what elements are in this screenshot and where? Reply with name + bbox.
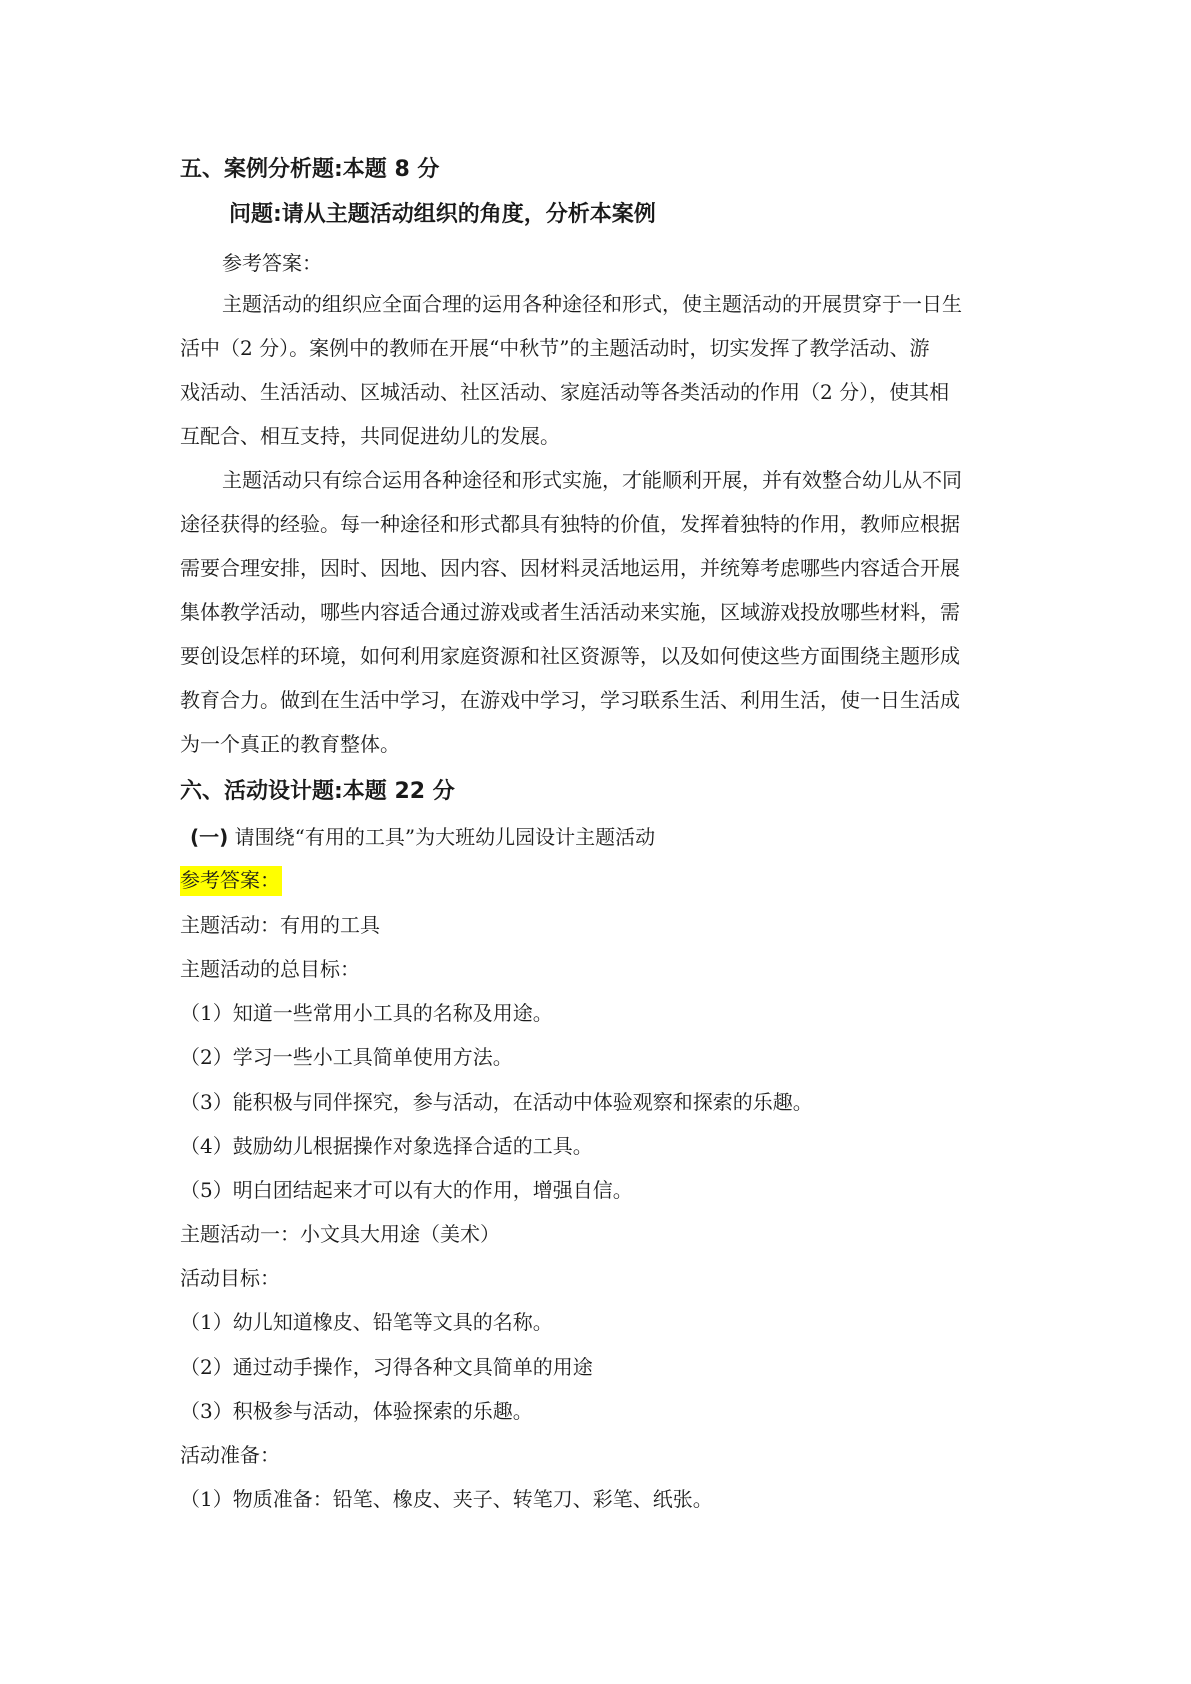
paragraph-line: 教育合力。做到在生活中学习，在游戏中学习，学习联系生活、利用生活，使一日生活成 bbox=[180, 688, 960, 712]
answer-line: （4）鼓励幼儿根据操作对象选择合适的工具。 bbox=[180, 1134, 593, 1158]
answer-line: （1）幼儿知道橡皮、铅笔等文具的名称。 bbox=[180, 1310, 553, 1334]
answer-line: 活动目标： bbox=[180, 1266, 280, 1290]
answer-line: 主题活动：有用的工具 bbox=[180, 913, 380, 937]
section-6-answer-label: 参考答案： bbox=[180, 866, 282, 896]
paragraph-line: 活中（2 分）。案例中的教师在开展“中秋节”的主题活动时，切实发挥了教学活动、游 bbox=[180, 336, 930, 360]
paragraph-line: 主题活动的组织应全面合理的运用各种途径和形式，使主题活动的开展贯穿于一日生 bbox=[222, 292, 962, 316]
answer-line: （1）物质准备：铅笔、橡皮、夹子、转笔刀、彩笔、纸张。 bbox=[180, 1487, 713, 1511]
answer-line: （3）能积极与同伴探究，参与活动，在活动中体验观察和探索的乐趣。 bbox=[180, 1090, 813, 1114]
section-6-heading: 六、活动设计题:本题 22 分 bbox=[180, 779, 455, 804]
question-text: 请围绕“有用的工具”为大班幼儿园设计主题活动 bbox=[234, 825, 656, 849]
answer-line: 主题活动一：小文具大用途（美术） bbox=[180, 1222, 500, 1246]
answer-line: 活动准备： bbox=[180, 1443, 280, 1467]
answer-line: （1）知道一些常用小工具的名称及用途。 bbox=[180, 1001, 553, 1025]
section-6-answer-label-wrap bbox=[180, 865, 282, 895]
paragraph-line: 主题活动只有综合运用各种途径和形式实施，才能顺利开展，并有效整合幼儿从不同 bbox=[222, 468, 962, 492]
answer-line: 主题活动的总目标： bbox=[180, 957, 360, 981]
section-5-heading: 五、案例分析题:本题 8 分 bbox=[180, 157, 440, 182]
paragraph-line: 戏活动、生活活动、区城活动、社区活动、家庭活动等各类活动的作用（2 分），使其相 bbox=[180, 380, 950, 404]
paragraph-line: 需要合理安排，因时、因地、因内容、因材料灵活地运用，并统筹考虑哪些内容适合开展 bbox=[180, 556, 960, 580]
paragraph-line: 集体教学活动，哪些内容适合通过游戏或者生活活动来实施，区域游戏投放哪些材料，需 bbox=[180, 600, 960, 624]
paragraph-line: 为一个真正的教育整体。 bbox=[180, 732, 400, 756]
paragraph-line: 途径获得的经验。每一种途径和形式都具有独特的价值，发挥着独特的作用，教师应根据 bbox=[180, 512, 960, 536]
answer-line: （2）学习一些小工具简单使用方法。 bbox=[180, 1045, 513, 1069]
section-5-answer-label: 参考答案： bbox=[222, 251, 322, 275]
question-number: (一) bbox=[190, 825, 229, 849]
answer-line: （5）明白团结起来才可以有大的作用，增强自信。 bbox=[180, 1178, 633, 1202]
section-6-question bbox=[190, 822, 655, 852]
answer-line: （2）通过动手操作，习得各种文具简单的用途 bbox=[180, 1355, 593, 1379]
paragraph-line: 互配合、相互支持，共同促进幼儿的发展。 bbox=[180, 424, 560, 448]
section-5-question: 问题:请从主题活动组织的角度，分析本案例 bbox=[229, 202, 656, 227]
paragraph-line: 要创设怎样的环境，如何利用家庭资源和社区资源等，以及如何使这些方面围绕主题形成 bbox=[180, 644, 960, 668]
answer-line: （3）积极参与活动，体验探索的乐趣。 bbox=[180, 1399, 533, 1423]
